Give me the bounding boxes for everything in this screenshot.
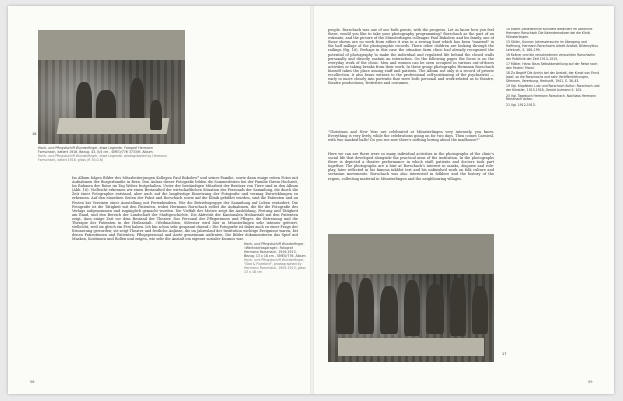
left-body-text: Im Album folgen Bilder des Mitarbeiterjungen Kollegen Paul Bukolew* und seiner Familie, sowie dann einige reiten Fotos mit Aufnahmen der Burgerfamilie in Bern. Den Anlass dieser Fotografie bilden die Sommerferien bei der Familie Ihrem Hochzeit, Im Rahmen der Reise im Tag Weber festgehalten. Unter der beständigen Mitarbeit der Besitzer von Tiere sind in den Album (Abb. 16). Vielleicht erkennen wir einen Bestandteil der wirtschaftlichen Situation des Personals der Sammlung, die durch die Zeit einer Fotographie entstand, aber auch auf die langfristige Einsetzung der Fotografie und vermag Entwicklungen zu erkennen. Auf den einzelnen Seiten der Pabst und Rorschach sowie auf die Klinik gebildet wurden, sind die Patienten und an Festen bei Vereinen einer Ausstellung mit Ferienkindern. Wie die Betriebsgruppe der Sammlung auf Leben verändert: Die Fotografie ist die Tätigkeit mit den Patienten, wobei Hermann Rorschach selbst die Aufnahmen, die für die Fotografie des Verlags aufgenommen und zugänglich gemacht wurden. Die Vielfalt der Motive zeigt die Ausbildung, Festung und Tätigkeit am Rand, und den Bereich der Landschaft der Stadtgeschichte. Die Aktivität der Kantonalen Heilanstalt mit den Patienten zeigt, dass einige Zeit vor dem Bestand der Theater. Das Personal der Pflegerinnen und Pfleger, die Betreuung und die Therapie der Patienten in der Heilanstalt. «Weihnachten, Silvester wird hier in Münsterlingen sehr intensiv gefeiert, vielleicht, weil sie gleich ein Fest haben. Ich bin schon sehr gespannt darauf.» Die Fotografie ist dabei auch zu einer Frage der Erinnerung geworden; sie zeigt Theater und festliche Anlässe, die im Jahreslauf der Institution wichtige Ereignisse waren, bei denen Patientinnen und Patienten, Pflegepersonal und Ärzte gemeinsam auftraten. Die Bilder dokumentieren das Spiel mit Masken, Kostümen und Rollen und zeigen, wie sehr die Anstalt ein eigener sozialer Kosmos war. (72, 176, 298, 242)
right-footnotes (506, 28, 600, 138)
right-figure-caption (244, 242, 306, 274)
left-figure-number: 16 (32, 132, 37, 136)
footnote: 20 Vgl. Tagebuch Hermann Rorschach, Nachlass Hermann Rorschach Anton. (506, 93, 596, 102)
right-caption-german: Hoch- und Pfingstschiff Wunderfinger, «Weihnachtsgarage». Fotograf Hermann Rorschach, 1916-1913. Bezug. 13 x 18 cm - SMEO/776. Album (244, 242, 306, 258)
right-page-photo (328, 234, 494, 362)
left-page-photo (38, 30, 185, 144)
book-gutter (310, 6, 314, 394)
left-page-number: 58 (30, 380, 35, 384)
footnote: 15 Stiller, Gunnar: Jahresversuche im Übergang und Hoffnung, Hermann Rorschachs Arbeit Anstalt, Bilderzyklus. Lehrbuch, S. 186–199. (506, 39, 599, 52)
right-mid-text: Here we can see there were so many individual activities in the photographs of the clinic's social life that developed alongside the practical aims of the institution. In the photographs there is depicted a theatre performance in which staff, patients and doctors took part together. The photographs are a hint at Rorschach's interest in masks, disguise and role-play, later reflected in his famous inkblot test and his unfinished work on folk culture and sectarian movements. Rorschach was also interested in folklore and the history of the region, collecting material in Münsterlingen and the neighbouring villages. (328, 152, 494, 181)
right-page-number: 59 (588, 380, 593, 384)
right-figure-number: 17 (502, 352, 507, 356)
left-caption-english: Hoch- und Pfingstschiff Wunderfinger, etwa Legende. photographed by Hermann Forrschach, dated 1916, glass (R 30,0-6) (38, 154, 168, 162)
right-caption-english: Hoch- und Pfingstschiff Wunderfinger, "Dad & Flutebird", photographed by Hermann Rorschach, 1909-1913, glass 13 x 18 cm (244, 258, 306, 274)
footnote: 21 Vgl. 1912-1913. (506, 102, 536, 107)
footnote: 17 Möller, Hans: Bezo Selbstdarstellung auf der Reise nach den Festen: Moral. (506, 62, 598, 70)
footnote: 19 Vgl. Klopfstein Lutz und Rorschach Kultur: Rorschach und der Künstler, 1913-1918, Gerold Aulmann S. 102. (506, 84, 600, 93)
left-caption-german: Hoch- und Pfingstschiff Wunderfinger, etwa Legende. Fotograf Hermann Forrschach, datiert 1916. Bezug. 43, 0/4 cm - SMEO/776 3733/H. Album (38, 146, 153, 154)
right-top-text: people. Rorschach was one of our both points, with the progress. Let us know how you feel these, would you like to take your photography programming? Rorschach as the part of an estimate, and the picture of the Münsterlingen colleague Paul Bukolew, and his family, one of those shown are no work from either it was in a rowing boat which has been "married" in the half millage of the photographic records. There other children are looking through the railings (fig. 16). Perhaps in this case the situation farm clinic had already recognised the potential of photography to make the individual and regulated life behind the closed walls personally and directly sustain an interaction. On the following pages the focus is on the everyday work of the clinic. Men and women can be seen occupied in various out-of-doors activities or taking breaks from their work. In these group photographs Hermann Rorschach himself takes the place among staff and patients. The Album not only is a record of private recollection, it also bears witness to the professional self-positioning of the psychiatrist — early to move closely into portraits that were both personal and work-related as to theatre, theatre productions, festivities and costumes. (328, 28, 494, 86)
book-spread (8, 6, 614, 394)
left-figure-caption (38, 146, 168, 162)
footnote: 18 Zu Begriff Die Archiv bei der Anstalt, der Kunst von Ernst Josef, so die Rorschachs und sehr Veröffentlichungen, Stimmen, Vererbung, Herkunft, 1941, S. 36–43. (506, 71, 600, 83)
right-quote: "Christmas and New Year are celebrated at Münsterlingen very intensely, you know. Everything is very lively, while the celebrations going on for two days. Then comes Carnival, with two masked balls! Do you see now there's nothing boring about the madhouse?" (328, 130, 494, 143)
footnote: 16 Kellner und die verschiedenen versuchten Rorschachs der Poliklinik der Zeit 1913–1915. (506, 52, 595, 61)
footnote: 14 Möller Zettelarchive schildert detailliert im Abschnitt Hermann Rorschach Die Kalendernotizen bei die Klinik Münsterlingen. (506, 28, 593, 39)
